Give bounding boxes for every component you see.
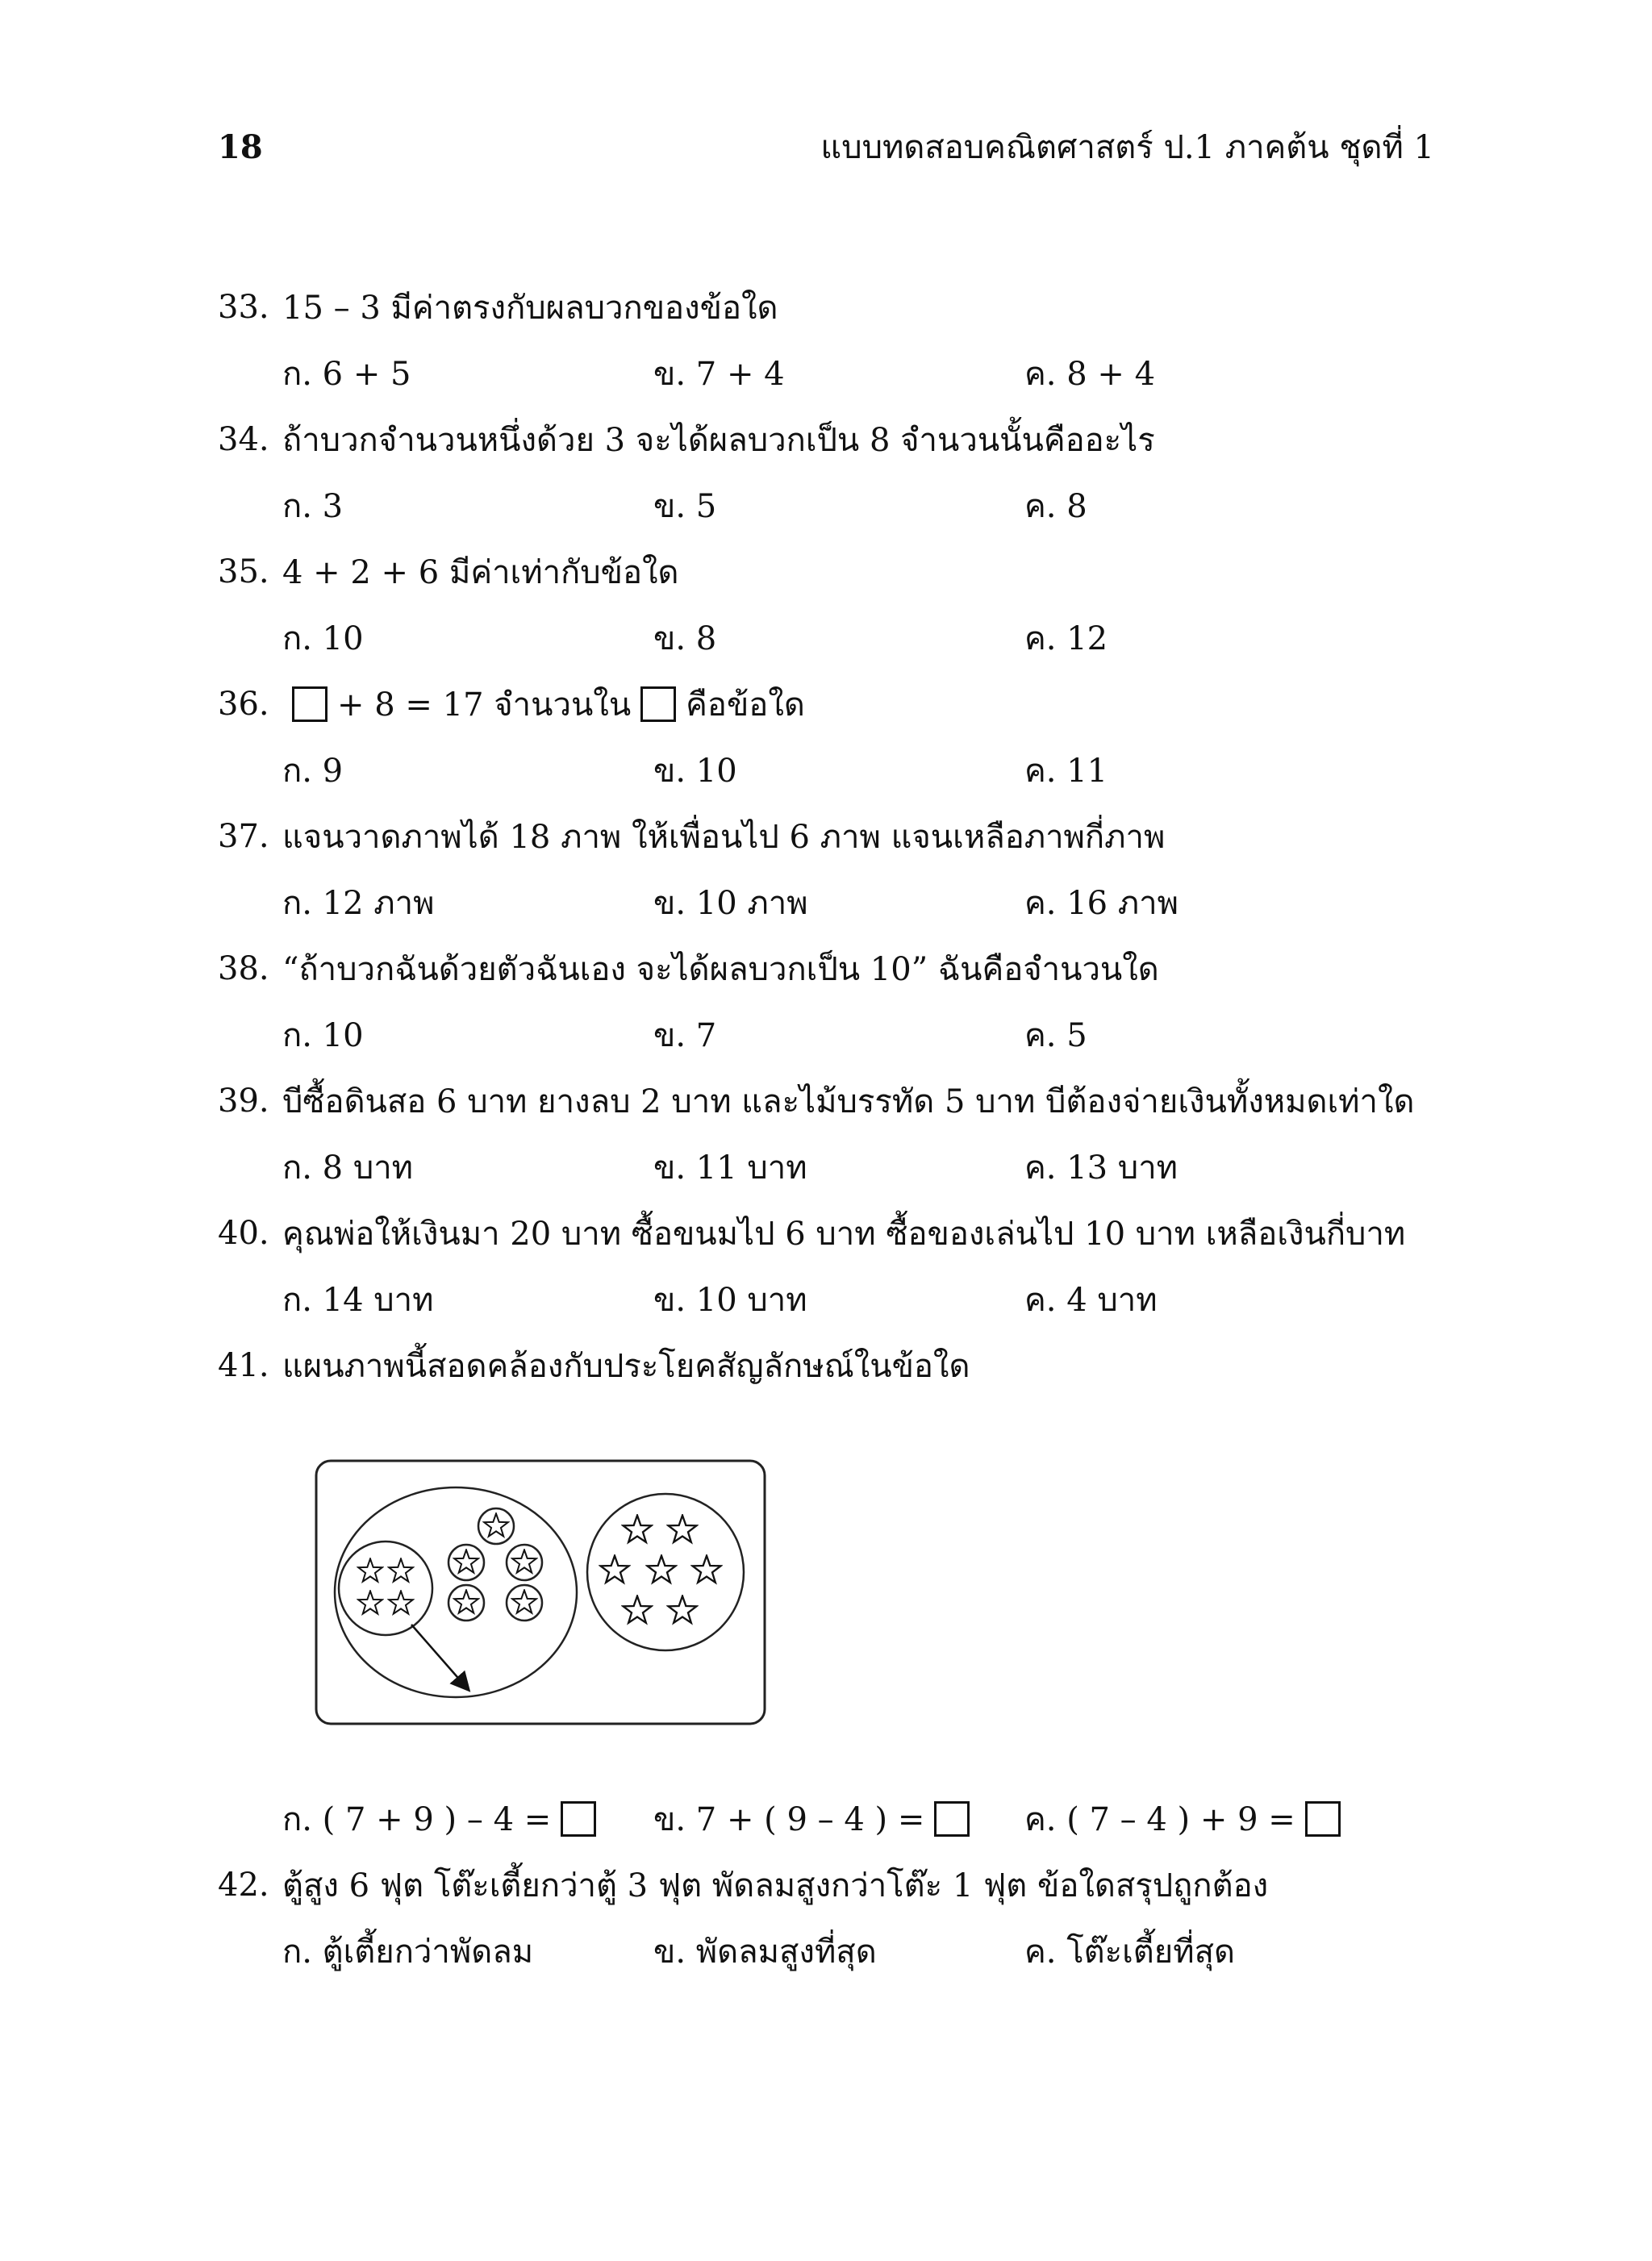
star-icon [693,1556,721,1583]
question-text: ตู้สูง 6 ฟุต โต๊ะเตี้ยกว่าตู้ 3 ฟุต พัดลมสูงกว่าโต๊ะ 1 ฟุต ข้อใดสรุปถูกต้อง [282,1867,1269,1904]
choice-c: ค. 11 [1024,753,1108,790]
choice-c: ค. 8 + 4 [1024,356,1156,393]
star-icon [624,1596,652,1623]
choice-c: ค. 12 [1024,620,1108,657]
choices-39 [218,1134,1476,1200]
question-number: 37. [218,818,269,855]
choice-b: ข. 5 [653,488,717,525]
question-39 [218,1068,1476,1134]
page-number: 18 [218,128,263,166]
choices-42 [218,1918,1476,1984]
choice-a: ก. 8 บาท [282,1149,414,1187]
question-list [218,274,1476,1984]
star-icon [669,1596,697,1623]
choice-c [1024,1793,1350,1845]
question-text: คุณพ่อให้เงินมา 20 บาท ซื้อขนมไป 6 บาท ซื้อของเล่นไป 10 บาท เหลือเงินกี่บาท [282,1216,1406,1253]
question-41 [218,1333,1476,1399]
choices-37 [218,870,1476,936]
choice-a: ก. 10 [282,1017,364,1054]
star-icon [389,1591,413,1613]
choice-b: ข. 10 [653,753,737,790]
question-40 [218,1200,1476,1266]
choices-34 [218,473,1476,539]
question-text: แผนภาพนี้สอดคล้องกับประโยคสัญลักษณ์ในข้อใด [282,1348,970,1385]
question-text: แจนวาดภาพได้ 18 ภาพ ให้เพื่อนไป 6 ภาพ แจนเหลือภาพกี่ภาพ [282,819,1166,856]
choice-a: ก. 12 ภาพ [282,885,435,922]
choice-c: ค. 5 [1024,1017,1087,1054]
choice-c: ค. โต๊ะเตี้ยที่สุด [1024,1934,1235,1971]
star-icon [669,1516,697,1542]
choice-b: ข. 8 [653,620,717,657]
choice-b: ข. พัดลมสูงที่สุด [653,1934,877,1971]
star-icon [358,1591,382,1613]
question-number: 41. [218,1347,269,1384]
question-number: 36. [218,686,269,723]
question-number: 35. [218,553,269,590]
choices-35 [218,605,1476,671]
star-icon [624,1516,652,1542]
choice-a: ก. 6 + 5 [282,356,411,393]
star-icon [648,1556,676,1583]
choice-a: ก. 10 [282,620,364,657]
choice-a: ก. 9 [282,753,344,790]
question-number: 34. [218,421,269,458]
answer-box [934,1801,970,1837]
question-text: 4 + 2 + 6 มีค่าเท่ากับข้อใด [282,554,679,591]
star-icon [512,1590,536,1612]
choice-b: ข. 10 บาท [653,1282,807,1319]
choice-c: ค. 4 บาท [1024,1282,1158,1319]
star-icon [512,1550,536,1572]
choice-b: ข. 10 ภาพ [653,885,808,922]
right-set-circle [587,1494,744,1650]
choice-b: ข. 7 [653,1017,717,1054]
answer-box [292,686,327,722]
choice-a: ก. ตู้เตี้ยกว่าพัดลม [282,1934,534,1971]
question-37 [218,803,1476,870]
question-text-part-2: คือข้อใด [686,686,805,724]
choice-c: ค. 16 ภาพ [1024,885,1179,922]
choice-a: ก. 14 บาท [282,1282,434,1319]
question-text-part-1: + 8 = 17 จำนวนใน [337,686,632,724]
answer-box [640,686,676,722]
star-icon [454,1590,478,1612]
question-number: 40. [218,1215,269,1252]
choices-38 [218,1002,1476,1068]
question-34 [218,407,1476,473]
star-icon [484,1513,508,1536]
choice-b: ข. 7 + 4 [653,356,785,393]
document-title: แบบทดสอบคณิตศาสตร์ ป.1 ภาคต้น ชุดที่ 1 [820,129,1434,166]
choice-a: ก. 3 [282,488,344,525]
question-number: 39. [218,1083,269,1120]
choices-33 [218,340,1476,407]
set-diagram-figure [218,1399,1476,1786]
choice-c: ค. 8 [1024,488,1087,525]
choice-c: ค. 13 บาท [1024,1149,1179,1187]
choice-b: ข. 11 บาท [653,1149,807,1187]
answer-box [561,1801,596,1837]
star-icon [454,1550,478,1572]
answer-box [1305,1801,1341,1837]
star-icon [601,1556,629,1583]
question-number: 38. [218,950,269,987]
question-text: ถ้าบวกจำนวนหนึ่งด้วย 3 จะได้ผลบวกเป็น 8 จำนวนนั้นคืออะไร [282,422,1155,459]
choice-a [282,1793,653,1845]
question-33 [218,274,1476,340]
star-icon [358,1558,382,1581]
arrow-icon [411,1625,468,1689]
set-diagram [315,1459,766,1725]
choice-a-text: ก. ( 7 + 9 ) – 4 = [282,1801,552,1838]
question-42 [218,1852,1476,1918]
inner-group-circle [339,1541,432,1635]
choices-41 [218,1786,1476,1852]
choice-b-text: ข. 7 + ( 9 – 4 ) = [653,1801,925,1838]
question-35 [218,539,1476,605]
choice-b [653,1793,1024,1845]
circled-stars [448,1508,542,1621]
question-36 [218,671,1476,737]
choices-36 [218,737,1476,803]
question-text: “ถ้าบวกฉันด้วยตัวฉันเอง จะได้ผลบวกเป็น 10” ฉันคือจำนวนใด [282,951,1159,988]
question-number: 42. [218,1867,269,1904]
choices-40 [218,1266,1476,1333]
question-text: บีซื้อดินสอ 6 บาท ยางลบ 2 บาท และไม้บรรทัด 5 บาท บีต้องจ่ายเงินทั้งหมดเท่าใด [282,1083,1415,1120]
choice-c-text: ค. ( 7 – 4 ) + 9 = [1024,1801,1295,1838]
question-text: 15 – 3 มีค่าตรงกับผลบวกของข้อใด [282,290,778,327]
star-icon [389,1558,413,1581]
question-number: 33. [218,289,269,326]
page-header [218,121,1434,173]
question-38 [218,936,1476,1002]
